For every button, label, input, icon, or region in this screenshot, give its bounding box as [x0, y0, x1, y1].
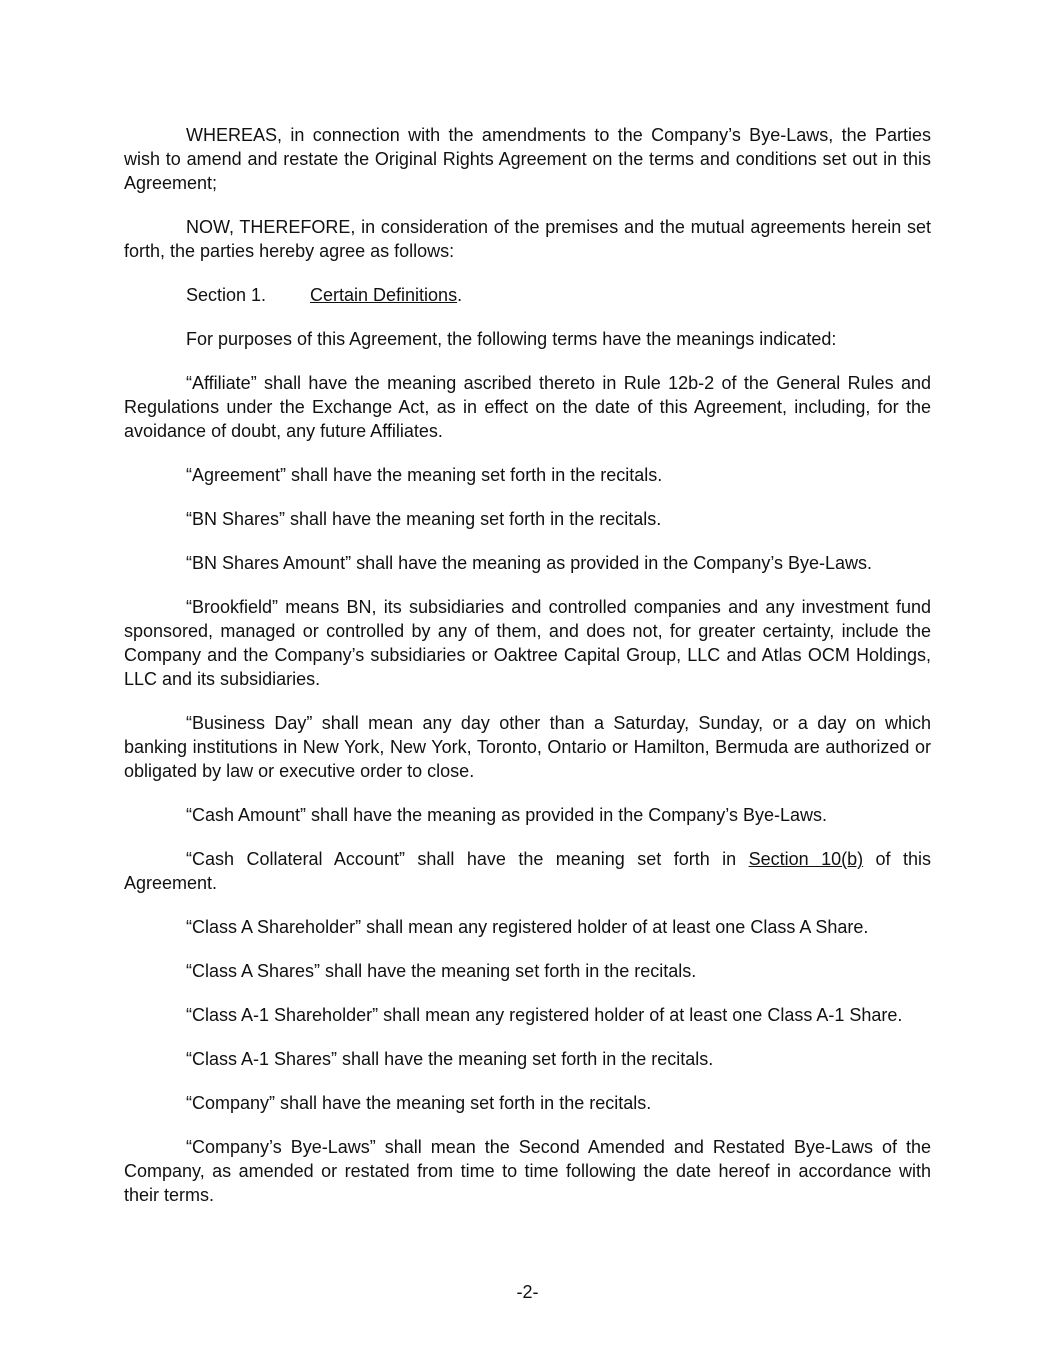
- document-body: [124, 123, 931, 1227]
- section-heading: [124, 283, 931, 307]
- section-10b-reference: Section 10(b): [748, 849, 864, 869]
- page-number: -2-: [516, 1282, 539, 1302]
- definition-cash-collateral-account: [124, 847, 931, 895]
- definition-agreement: “Agreement” shall have the meaning set forth in the recitals.: [186, 465, 663, 485]
- section-number: Section 1.: [186, 285, 267, 305]
- definition-bn-shares-amount: “BN Shares Amount” shall have the meaning as provided in the Company’s Bye-Laws.: [186, 553, 873, 573]
- definition-affiliate: “Affiliate” shall have the meaning ascribed thereto in Rule 12b-2 of the General Rules and Regulations under the Exchange Act, as in effect on the date of this Agreement, including, for the avoidance of doubt, any future Affiliates.: [124, 373, 931, 441]
- now-therefore-paragraph: NOW, THEREFORE, in consideration of the premises and the mutual agreements herein set forth, the parties hereby agree as follows:: [124, 217, 931, 261]
- purposes-paragraph: For purposes of this Agreement, the following terms have the meanings indicated:: [186, 329, 837, 349]
- section-title: Certain Definitions: [310, 285, 458, 305]
- cash-collateral-text-end: of this Agreement.: [124, 849, 932, 893]
- definition-class-a-shares: “Class A Shares” shall have the meaning set forth in the recitals.: [186, 961, 697, 981]
- definition-company: “Company” shall have the meaning set forth in the recitals.: [186, 1093, 652, 1113]
- definition-class-a1-shares: “Class A-1 Shares” shall have the meaning set forth in the recitals.: [186, 1049, 714, 1069]
- section-title-period: .: [457, 285, 463, 305]
- definition-bn-shares: “BN Shares” shall have the meaning set forth in the recitals.: [186, 509, 662, 529]
- definition-cash-amount: “Cash Amount” shall have the meaning as provided in the Company’s Bye-Laws.: [186, 805, 828, 825]
- definition-brookfield: “Brookfield” means BN, its subsidiaries and controlled companies and any investment fund sponsored, managed or controlled by any of them, and does not, for greater certainty, include the Company and the Company’s subsidiaries or Oaktree Capital Group, LLC and Atlas OCM Holdings, LLC and its subsidiaries.: [124, 597, 931, 689]
- cash-collateral-text: “Cash Collateral Account” shall have the meaning set forth in: [186, 849, 749, 869]
- whereas-paragraph: WHEREAS, in connection with the amendments to the Company’s Bye-Laws, the Parties wish to amend and restate the Original Rights Agreement on the terms and conditions set out in this Agreement;: [124, 125, 931, 193]
- definition-class-a1-shareholder: “Class A-1 Shareholder” shall mean any registered holder of at least one Class A-1 Share.: [186, 1005, 903, 1025]
- definition-class-a-shareholder: “Class A Shareholder” shall mean any registered holder of at least one Class A Share.: [186, 917, 869, 937]
- definition-business-day: “Business Day” shall mean any day other than a Saturday, Sunday, or a day on which banking institutions in New York, New York, Toronto, Ontario or Hamilton, Bermuda are authorized or obligated by law or executive order to close.: [124, 713, 931, 781]
- definition-company-bye-laws: “Company’s Bye-Laws” shall mean the Second Amended and Restated Bye-Laws of the Company, as amended or restated from time to time following the date hereof in accordance with their terms.: [124, 1137, 931, 1205]
